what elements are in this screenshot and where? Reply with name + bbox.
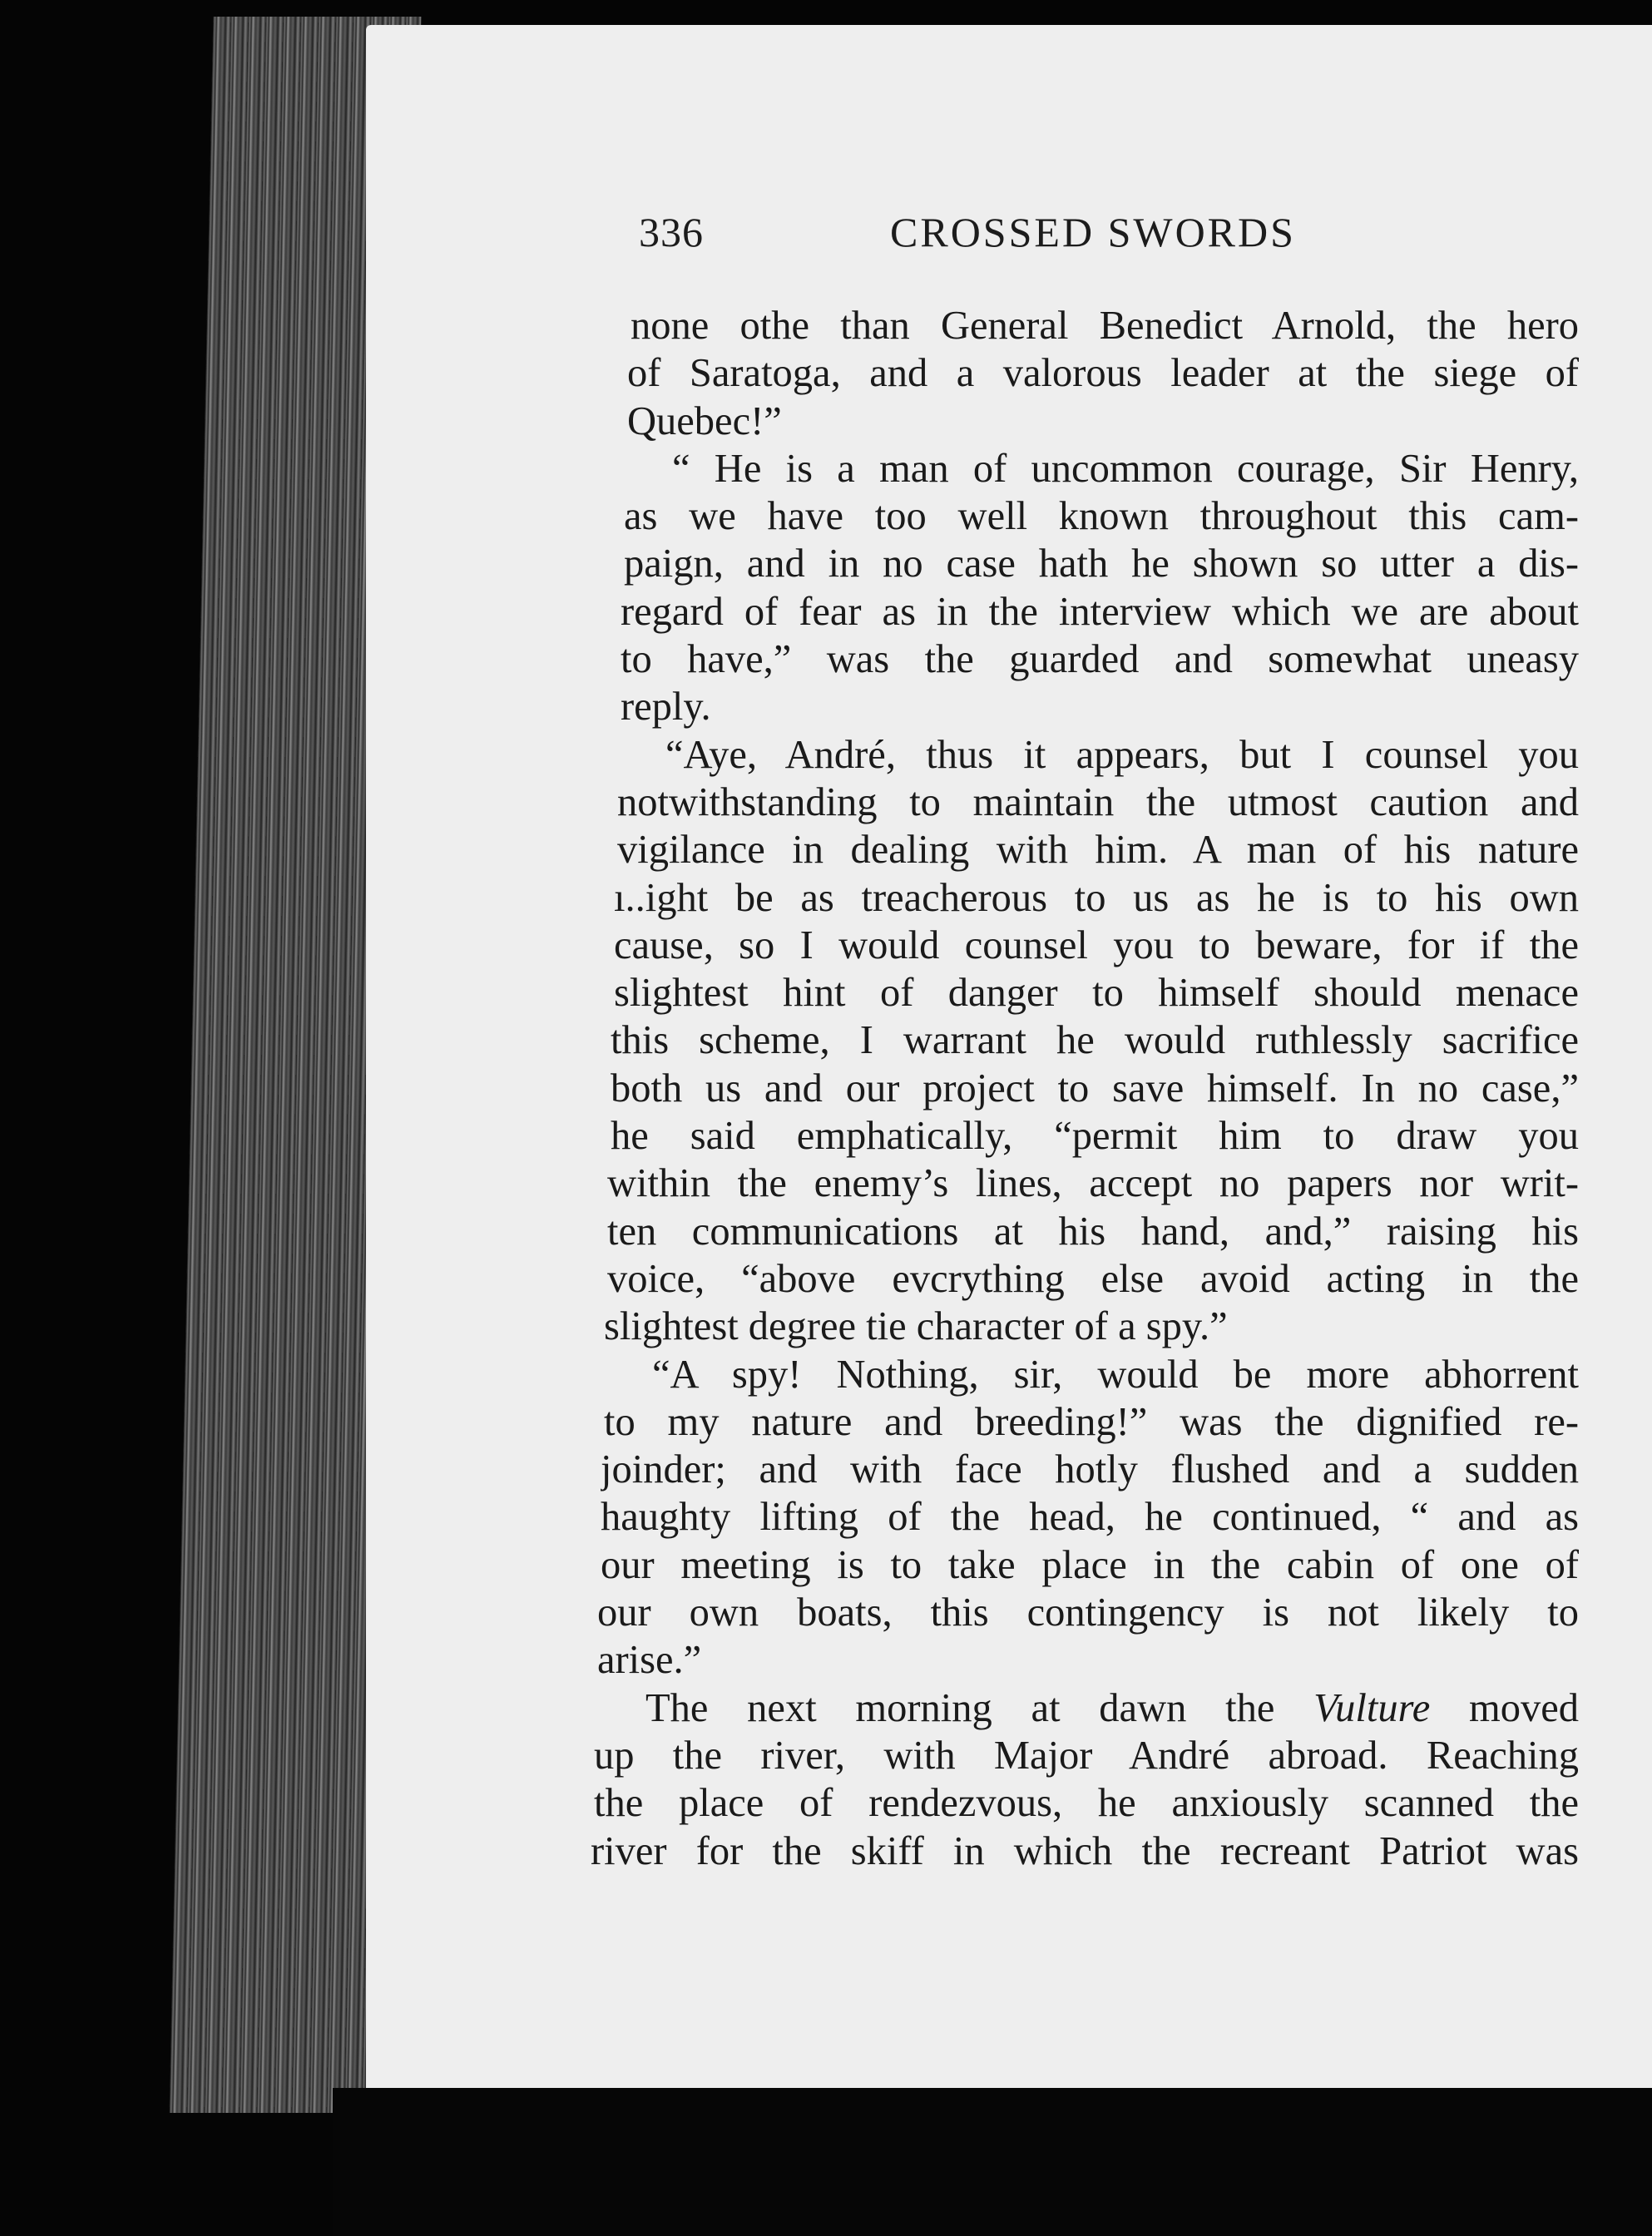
text-line-with-italic [597,1684,1579,1732]
text-line: he said emphatically, “permit him to draw you [611,1114,1579,1159]
text-line: both us and our project to save himself. In no case,” [611,1066,1579,1111]
text-line: slightest hint of danger to himself should menace [614,971,1579,1016]
text-line: within the enemy’s lines, accept no papers nor writ- [607,1161,1579,1206]
text-line: ten communications at his hand, and,” raising his [607,1209,1579,1254]
page-header [639,208,1579,275]
text-line: voice, “above evcrything else avoid acting in the [607,1256,1579,1301]
text-line: Quebec!” [627,398,782,443]
text-line: regard of fear as in the interview which we are about [621,589,1579,634]
page-number: 336 [639,209,704,255]
text-line: none othe than General Benedict Arnold, the hero [631,304,1579,348]
text-line: to my nature and breeding!” was the dignified re- [604,1399,1579,1444]
text-line: our meeting is to take place in the cabin of one of [601,1542,1579,1587]
text-line: arise.” [597,1638,702,1683]
line-end: moved [1469,1685,1579,1730]
text-line: “ He is a man of uncommon courage, Sir Henry, [672,446,1579,491]
text-line: to have,” was the guarded and somewhat uneasy [621,637,1579,682]
line-start: The next morning at dawn the [645,1685,1275,1730]
text-line: “A spy! Nothing, sir, would be more abhorrent [652,1352,1579,1397]
text-line: as we have too well known throughout this cam- [624,494,1579,539]
body-text [591,302,1579,1875]
text-line: “Aye, André, thus it appears, but I counsel you [665,732,1579,777]
text-line: slightest degree tie character of a spy.” [604,1304,1228,1349]
text-line: of Saratoga, and a valorous leader at the siege of [627,351,1579,396]
text-line: haughty lifting of the head, he continued, “ and as [601,1495,1579,1540]
text-line: reply. [621,685,711,730]
running-title: CROSSED SWORDS [890,209,1296,255]
text-line: notwithstanding to maintain the utmost caution and [617,779,1579,824]
page-bottom-shadow [333,2088,1652,2236]
text-line: up the river, with Major André abroad. Reaching [594,1733,1579,1778]
text-line: joinder; and with face hotly flushed and a sudden [601,1447,1579,1492]
text-line: this scheme, I warrant he would ruthlessly sacrifice [611,1018,1579,1063]
text-line: ı..ight be as treacherous to us as he is to his own [614,875,1579,920]
text-line: cause, so I would counsel you to beware, for if the [614,923,1579,967]
text-line: paign, and in no case hath he shown so utter a dis- [624,542,1579,586]
vessel-name: Vulture [1313,1685,1431,1730]
text-line: river for the skiff in which the recreant Patriot was [591,1828,1579,1873]
text-line: vigilance in dealing with him. A man of his nature [617,828,1579,873]
text-line: the place of rendezvous, he anxiously scanned the [594,1781,1579,1826]
text-line: our own boats, this contingency is not likely to [597,1590,1579,1635]
